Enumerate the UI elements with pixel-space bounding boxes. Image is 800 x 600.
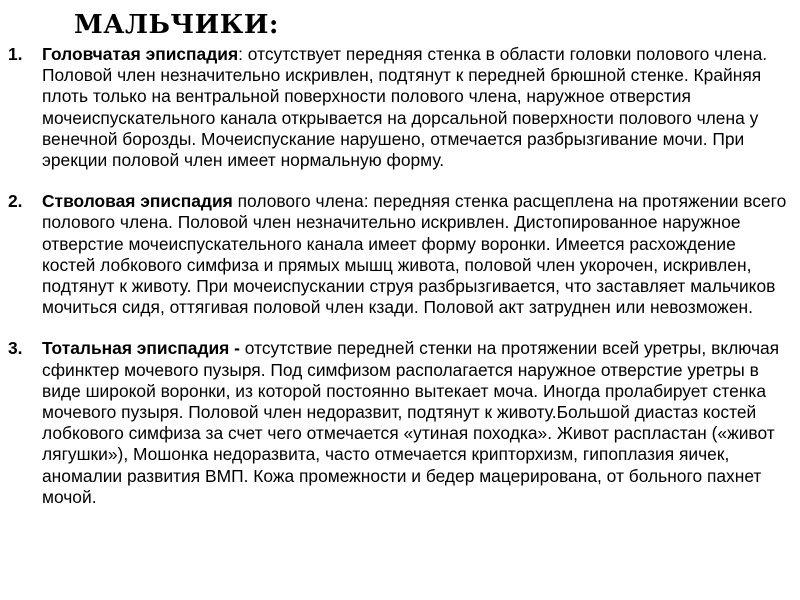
term-heading: Тотальная эписпадия - (42, 338, 240, 359)
list-item-total (0, 338, 800, 508)
list-number: 2. (8, 191, 23, 212)
list-item-penile (0, 191, 800, 318)
list-number: 3. (8, 338, 23, 359)
term-description: : отсутствует передняя стенка в области головки полового члена. Половой член незначительно искривлен, подтянут к передней брюшной стенке. Крайняя плоть только на вентральной поверхности полового члена, наружное отверстия мочеиспускательного канала открывается на дорсальной поверхности полового члена у венечной борозды. Мочеиспускание нарушено, отмечается разбрызгивание мочи. При эрекции половой член имеет нормальную форму. (42, 44, 768, 171)
list-number: 1. (8, 44, 23, 64)
term-description: отсутствие передней стенки на протяжении всей уретры, включая сфинктер мочевого пузыря. Под симфизом располагается наружное отверстие уретры в виде широкой воронки, из которой постоянно вытекает моча. Иногда пролабирует стенка мочевого пузыря. Половой член недоразвит, подтянут к животу.Большой диастаз костей лобкового симфиза за счет чего отмечается «утиная походка». Живот распластан («живот лягушки»), Мошонка недоразвита, часто отмечается крипторхизм, гипоплазия яичек, аномалии развития ВМП. Кожа промежности и бедер мацерирована, от больного пахнет мочой. (42, 338, 780, 507)
term-heading: Стволовая эписпадия (42, 191, 233, 212)
slide-title: МАЛЬЧИКИ: (74, 10, 280, 40)
term-description: полового члена: передняя стенка расщеплена на протяжении всего полового члена. Половой член незначительно искривлен. Дистопированное наружное отверстие мочеиспускательного канала имеет форму воронки. Имеется расхождение костей лобкового симфиза и прямых мышц живота, половой член укорочен, искривлен, подтянут к животу. При мочеиспускании струя разбрызгивается, что заставляет мальчиков мочиться сидя, оттягивая половой член кзади. Половой акт затруднен или невозможен. (42, 191, 787, 318)
term-heading: Головчатая эписпадия (42, 44, 239, 64)
list-item-glandular (0, 44, 800, 171)
epispadias-types-list (0, 44, 800, 508)
